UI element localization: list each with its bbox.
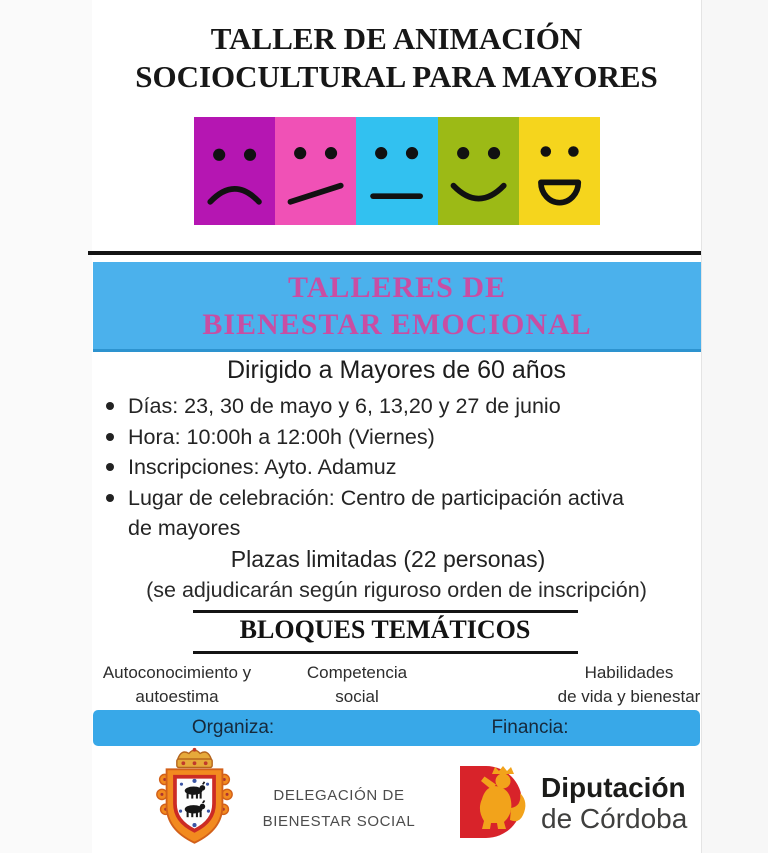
- bloque-3-line2: de vida y bienestar: [557, 686, 701, 706]
- bloques-rule-top: [193, 610, 578, 613]
- bloque-2-line2: social: [335, 686, 379, 706]
- poster-title-line2: SOCIOCULTURAL PARA MAYORES: [135, 59, 658, 94]
- bloques-title: BLOQUES TEMÁTICOS: [239, 615, 531, 644]
- detail-dias: Días: 23, 30 de mayo y 6, 13,20 y 27 de junio: [103, 391, 635, 422]
- bloque-1-line2: autoestima: [135, 686, 219, 706]
- delegacion-label: [246, 783, 432, 835]
- diputacion-lion-icon: [454, 762, 534, 842]
- organiza-label: Organiza:: [191, 717, 275, 738]
- financia-label: Financia:: [491, 717, 569, 738]
- diputacion-name: Diputación: [541, 772, 686, 803]
- laughing-face-icon: [519, 117, 600, 225]
- bloque-habilidades: [540, 661, 718, 708]
- bloque-competencia: [274, 661, 440, 708]
- page-margin-right: [701, 0, 768, 853]
- mood-tile-happy: [438, 117, 519, 225]
- detail-hora: Hora: 10:00h a 12:00h (Viernes): [103, 422, 635, 453]
- organiza-financia-bar: [93, 710, 700, 746]
- detail-lugar: Lugar de celebración: Centro de participación activa de mayores: [103, 483, 635, 544]
- adamuz-coat-of-arms: [147, 746, 242, 853]
- capacity-note: Plazas limitadas (22 personas): [230, 546, 546, 572]
- diputacion-wordmark: [541, 772, 711, 834]
- workshop-banner: [93, 262, 701, 352]
- diputacion-sub: de Córdoba: [541, 803, 688, 834]
- poster-title: [92, 20, 701, 96]
- delegacion-line2: BIENESTAR SOCIAL: [262, 813, 416, 830]
- sad-face-icon: [194, 117, 275, 225]
- bloque-2-line1: Competencia: [306, 663, 408, 682]
- mood-tile-neutral: [356, 117, 437, 225]
- mood-scale: [194, 117, 600, 225]
- mood-tile-laughing: [519, 117, 600, 225]
- bloque-1-line1: Autoconocimiento y: [102, 663, 252, 682]
- coat-of-arms-icon: [147, 746, 242, 853]
- audience-subtitle: Dirigido a Mayores de 60 años: [226, 356, 567, 384]
- details-list: [103, 391, 635, 544]
- delegacion-line1: DELEGACIÓN DE: [273, 787, 405, 804]
- bloque-3-line1: Habilidades: [584, 663, 674, 682]
- banner-line1: TALLERES DE: [287, 271, 506, 304]
- bloque-autoconocimiento: [94, 661, 260, 708]
- divider-line: [88, 251, 701, 255]
- banner-line2: BIENESTAR EMOCIONAL: [202, 308, 592, 341]
- skeptical-face-icon: [275, 117, 356, 225]
- page-margin-left: [0, 0, 92, 853]
- mood-tile-very-sad: [194, 117, 275, 225]
- bloques-rule-bottom: [193, 651, 578, 654]
- mood-tile-skeptical: [275, 117, 356, 225]
- capacity-subnote: (se adjudicarán según riguroso orden de inscripción): [146, 578, 647, 602]
- detail-inscripciones: Inscripciones: Ayto. Adamuz: [103, 452, 635, 483]
- poster-title-line1: TALLER DE ANIMACIÓN: [210, 21, 583, 56]
- happy-face-icon: [438, 117, 519, 225]
- diputacion-cordoba-logo: [454, 762, 534, 842]
- neutral-face-icon: [356, 117, 437, 225]
